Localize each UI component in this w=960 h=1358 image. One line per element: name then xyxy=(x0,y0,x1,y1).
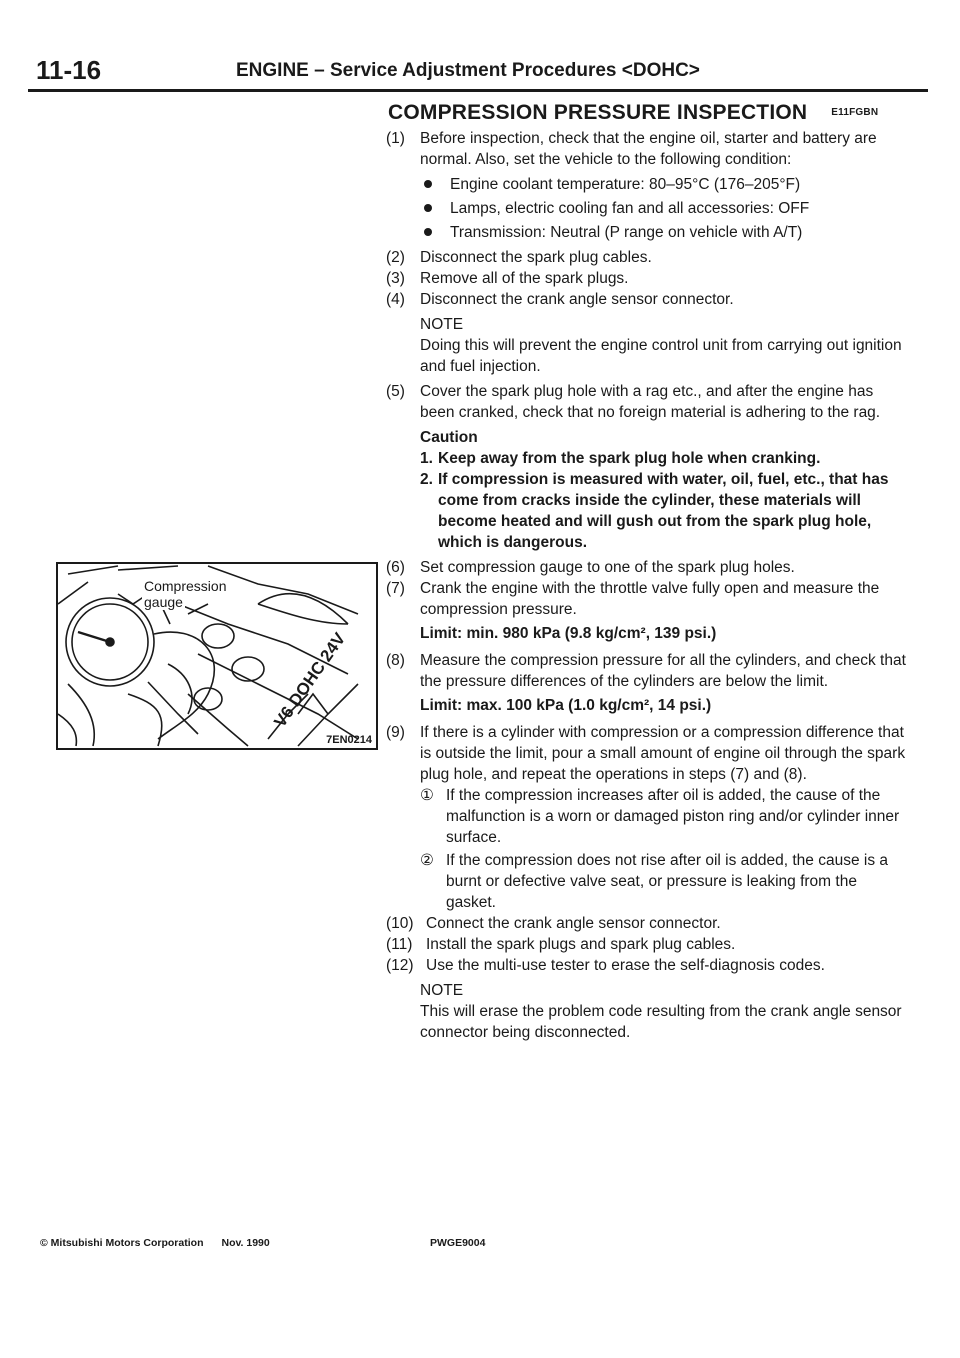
condition-list xyxy=(386,174,908,243)
step-7 xyxy=(386,578,908,620)
step-5 xyxy=(386,381,908,423)
step-12 xyxy=(386,955,908,976)
case-text: If the compression increases after oil is added, the cause of the malfunction is a worn or damaged piston ring and/or cylinder inner surface. xyxy=(446,787,900,846)
step-9-case-2 xyxy=(386,850,908,913)
step-text: Crank the engine with the throttle valve fully open and measure the compression pressure. xyxy=(420,580,880,618)
footer-copyright: © Mitsubishi Motors Corporation xyxy=(40,1237,204,1249)
step-number: (4) xyxy=(386,291,405,308)
step-text: Disconnect the crank angle sensor connector. xyxy=(420,291,734,308)
page-number: 11-16 xyxy=(36,55,102,85)
step-6 xyxy=(386,557,908,578)
procedure-content xyxy=(386,128,908,1047)
step-number: (5) xyxy=(386,383,405,400)
step-number: (8) xyxy=(386,652,405,669)
step-text: Use the multi-use tester to erase the self-diagnosis codes. xyxy=(426,957,825,974)
section-code: E11FGBN xyxy=(831,107,879,119)
caution-item-1 xyxy=(386,448,908,469)
compression-gauge-figure xyxy=(56,562,378,750)
step-text: Set compression gauge to one of the spark plug holes. xyxy=(420,559,795,576)
condition-item: Lamps, electric cooling fan and all accessories: OFF xyxy=(386,198,908,219)
caution-label: Caution xyxy=(420,429,478,446)
note-1-label: NOTE xyxy=(420,316,464,333)
step-text: Before inspection, check that the engine oil, starter and battery are normal. Also, set the vehicle to the following condition: xyxy=(420,130,877,168)
step-9 xyxy=(386,722,908,785)
step-number: (10) xyxy=(386,915,414,932)
step-number: (11) xyxy=(386,936,413,953)
case-marker: ② xyxy=(420,852,434,869)
condition-item: Transmission: Neutral (P range on vehicle with A/T) xyxy=(386,222,908,243)
step-text: Remove all of the spark plugs. xyxy=(420,270,629,287)
step-10 xyxy=(386,913,908,934)
step-1 xyxy=(386,128,908,170)
caution-number: 1. xyxy=(420,450,433,467)
step-number: (7) xyxy=(386,580,405,597)
step-3 xyxy=(386,268,908,289)
step-2 xyxy=(386,247,908,268)
footer-date: Nov. 1990 xyxy=(221,1237,270,1249)
step-4 xyxy=(386,289,908,310)
step-text: Disconnect the spark plug cables. xyxy=(420,249,652,266)
note-2-label: NOTE xyxy=(420,982,464,999)
note-1-text: Doing this will prevent the engine control unit from carrying out ignition and fuel injection. xyxy=(420,337,902,375)
gauge-label-line2: gauge xyxy=(144,594,183,610)
caution-number: 2. xyxy=(420,471,433,488)
caution-item-2 xyxy=(386,469,908,553)
compression-limit-max: Limit: max. 100 kPa (1.0 kg/cm², 14 psi.) xyxy=(420,697,712,714)
engine-cover-marking: V6 DOHC 24V xyxy=(270,629,350,731)
step-number: (3) xyxy=(386,270,405,287)
step-8 xyxy=(386,650,908,692)
condition-item: Engine coolant temperature: 80–95°C (176–205°F) xyxy=(386,174,908,195)
chapter-title: ENGINE – Service Adjustment Procedures <DOHC> xyxy=(236,60,700,81)
note-2-text: This will erase the problem code resulting from the crank angle sensor connector being disconnected. xyxy=(420,1003,902,1041)
step-number: (12) xyxy=(386,957,414,974)
header-rule xyxy=(28,89,928,92)
section-title xyxy=(388,100,878,126)
step-11 xyxy=(386,934,908,955)
gauge-label-line1: Compression xyxy=(144,578,227,594)
caution-text: If compression is measured with water, oil, fuel, etc., that has come from cracks inside the cylinder, these materials will become heated and will gush out from the spark plug hole, which is dangerous. xyxy=(438,471,889,551)
caution-text: Keep away from the spark plug hole when cranking. xyxy=(438,450,821,467)
footer xyxy=(40,1237,270,1249)
step-text: If there is a cylinder with compression or a compression difference that is outside the limit, pour a small amount of engine oil through the spark plug hole, and repeat the operations in steps (7) and (8). xyxy=(420,724,906,783)
page-header xyxy=(36,56,926,86)
step-text: Connect the crank angle sensor connector. xyxy=(426,915,721,932)
section-title-text: COMPRESSION PRESSURE INSPECTION xyxy=(388,101,808,124)
step-number: (1) xyxy=(386,130,405,147)
case-marker: ① xyxy=(420,787,434,804)
footer-doc-code: PWGE9004 xyxy=(430,1237,486,1249)
case-text: If the compression does not rise after oil is added, the cause is a burnt or defective valve seat, or pressure is leaking from the gasket. xyxy=(446,852,888,911)
step-9-case-1 xyxy=(386,785,908,848)
step-text: Install the spark plugs and spark plug cables. xyxy=(426,936,736,953)
step-number: (2) xyxy=(386,249,405,266)
figure-code: 7EN0214 xyxy=(326,734,372,746)
compression-limit-min: Limit: min. 980 kPa (9.8 kg/cm², 139 psi.) xyxy=(420,625,717,642)
step-number: (6) xyxy=(386,559,405,576)
step-text: Cover the spark plug hole with a rag etc., and after the engine has been cranked, check that no foreign material is adhering to the rag. xyxy=(420,383,881,421)
step-text: Measure the compression pressure for all the cylinders, and check that the pressure differences of the cylinders are below the limit. xyxy=(420,652,906,690)
step-number: (9) xyxy=(386,724,405,741)
